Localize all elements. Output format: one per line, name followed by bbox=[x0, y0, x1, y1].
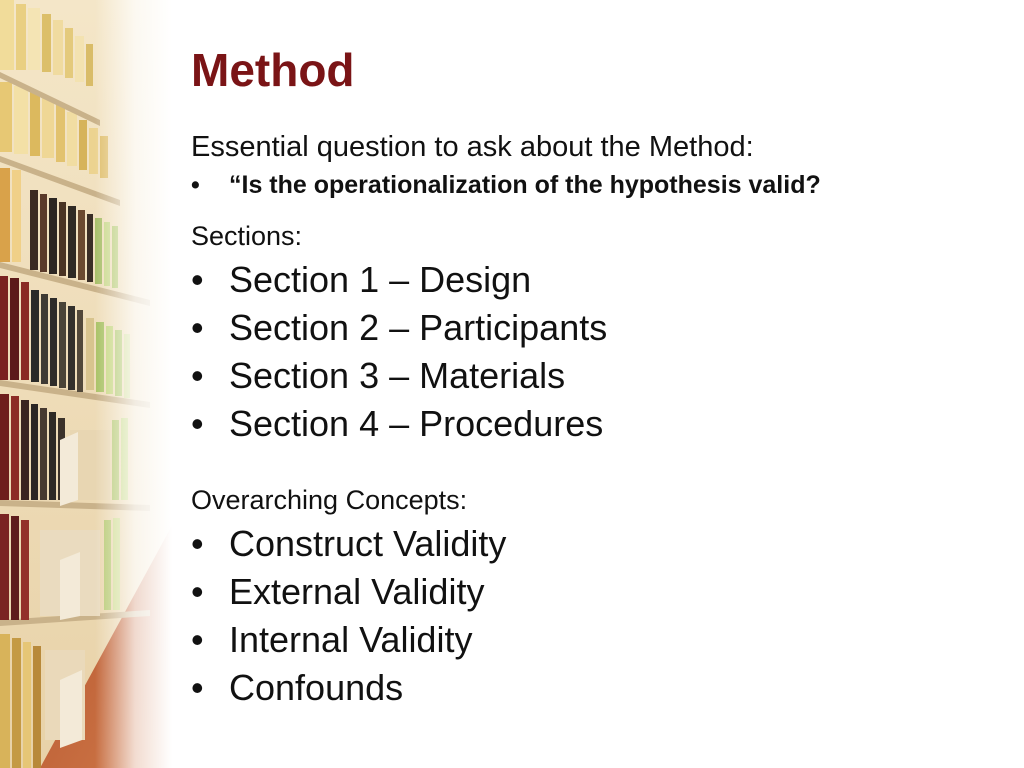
bullet-marker: • bbox=[191, 259, 204, 300]
intro-text: Essential question to ask about the Method: bbox=[191, 131, 754, 163]
concept-label: External Validity bbox=[229, 571, 485, 612]
concept-label: Internal Validity bbox=[229, 619, 473, 660]
list-item bbox=[191, 352, 1006, 400]
list-item bbox=[191, 256, 1006, 304]
bookshelf-image bbox=[0, 0, 175, 768]
list-item bbox=[191, 568, 1006, 616]
section-label: Section 3 – Materials bbox=[229, 355, 566, 396]
slide-title: Method bbox=[191, 44, 355, 96]
bullet-marker: • bbox=[191, 523, 204, 564]
question-item bbox=[191, 166, 1006, 204]
bullet-marker: • bbox=[191, 571, 204, 612]
list-item bbox=[191, 520, 1006, 568]
list-item bbox=[191, 664, 1006, 712]
bullet-marker: • bbox=[191, 403, 204, 444]
section-label: Section 1 – Design bbox=[229, 259, 532, 300]
section-label: Section 4 – Procedures bbox=[229, 403, 604, 444]
bullet-marker: • bbox=[191, 355, 204, 396]
bullet-marker: • bbox=[191, 307, 204, 348]
bullet-marker: • bbox=[191, 619, 204, 660]
bullet-marker: • bbox=[191, 667, 204, 708]
sections-list bbox=[191, 256, 1006, 448]
bullet-marker: • bbox=[191, 171, 200, 199]
concept-label: Confounds bbox=[229, 667, 404, 708]
concepts-heading: Overarching Concepts: bbox=[191, 485, 468, 515]
concepts-list bbox=[191, 520, 1006, 712]
question-text: “Is the operationalization of the hypothesis valid? bbox=[229, 171, 821, 199]
sections-heading: Sections: bbox=[191, 221, 303, 251]
slide-content bbox=[191, 128, 1006, 712]
list-item bbox=[191, 400, 1006, 448]
list-item bbox=[191, 304, 1006, 352]
concept-label: Construct Validity bbox=[229, 523, 507, 564]
section-label: Section 2 – Participants bbox=[229, 307, 608, 348]
spacer bbox=[191, 448, 1006, 480]
spacer bbox=[191, 204, 1006, 216]
list-item bbox=[191, 616, 1006, 664]
